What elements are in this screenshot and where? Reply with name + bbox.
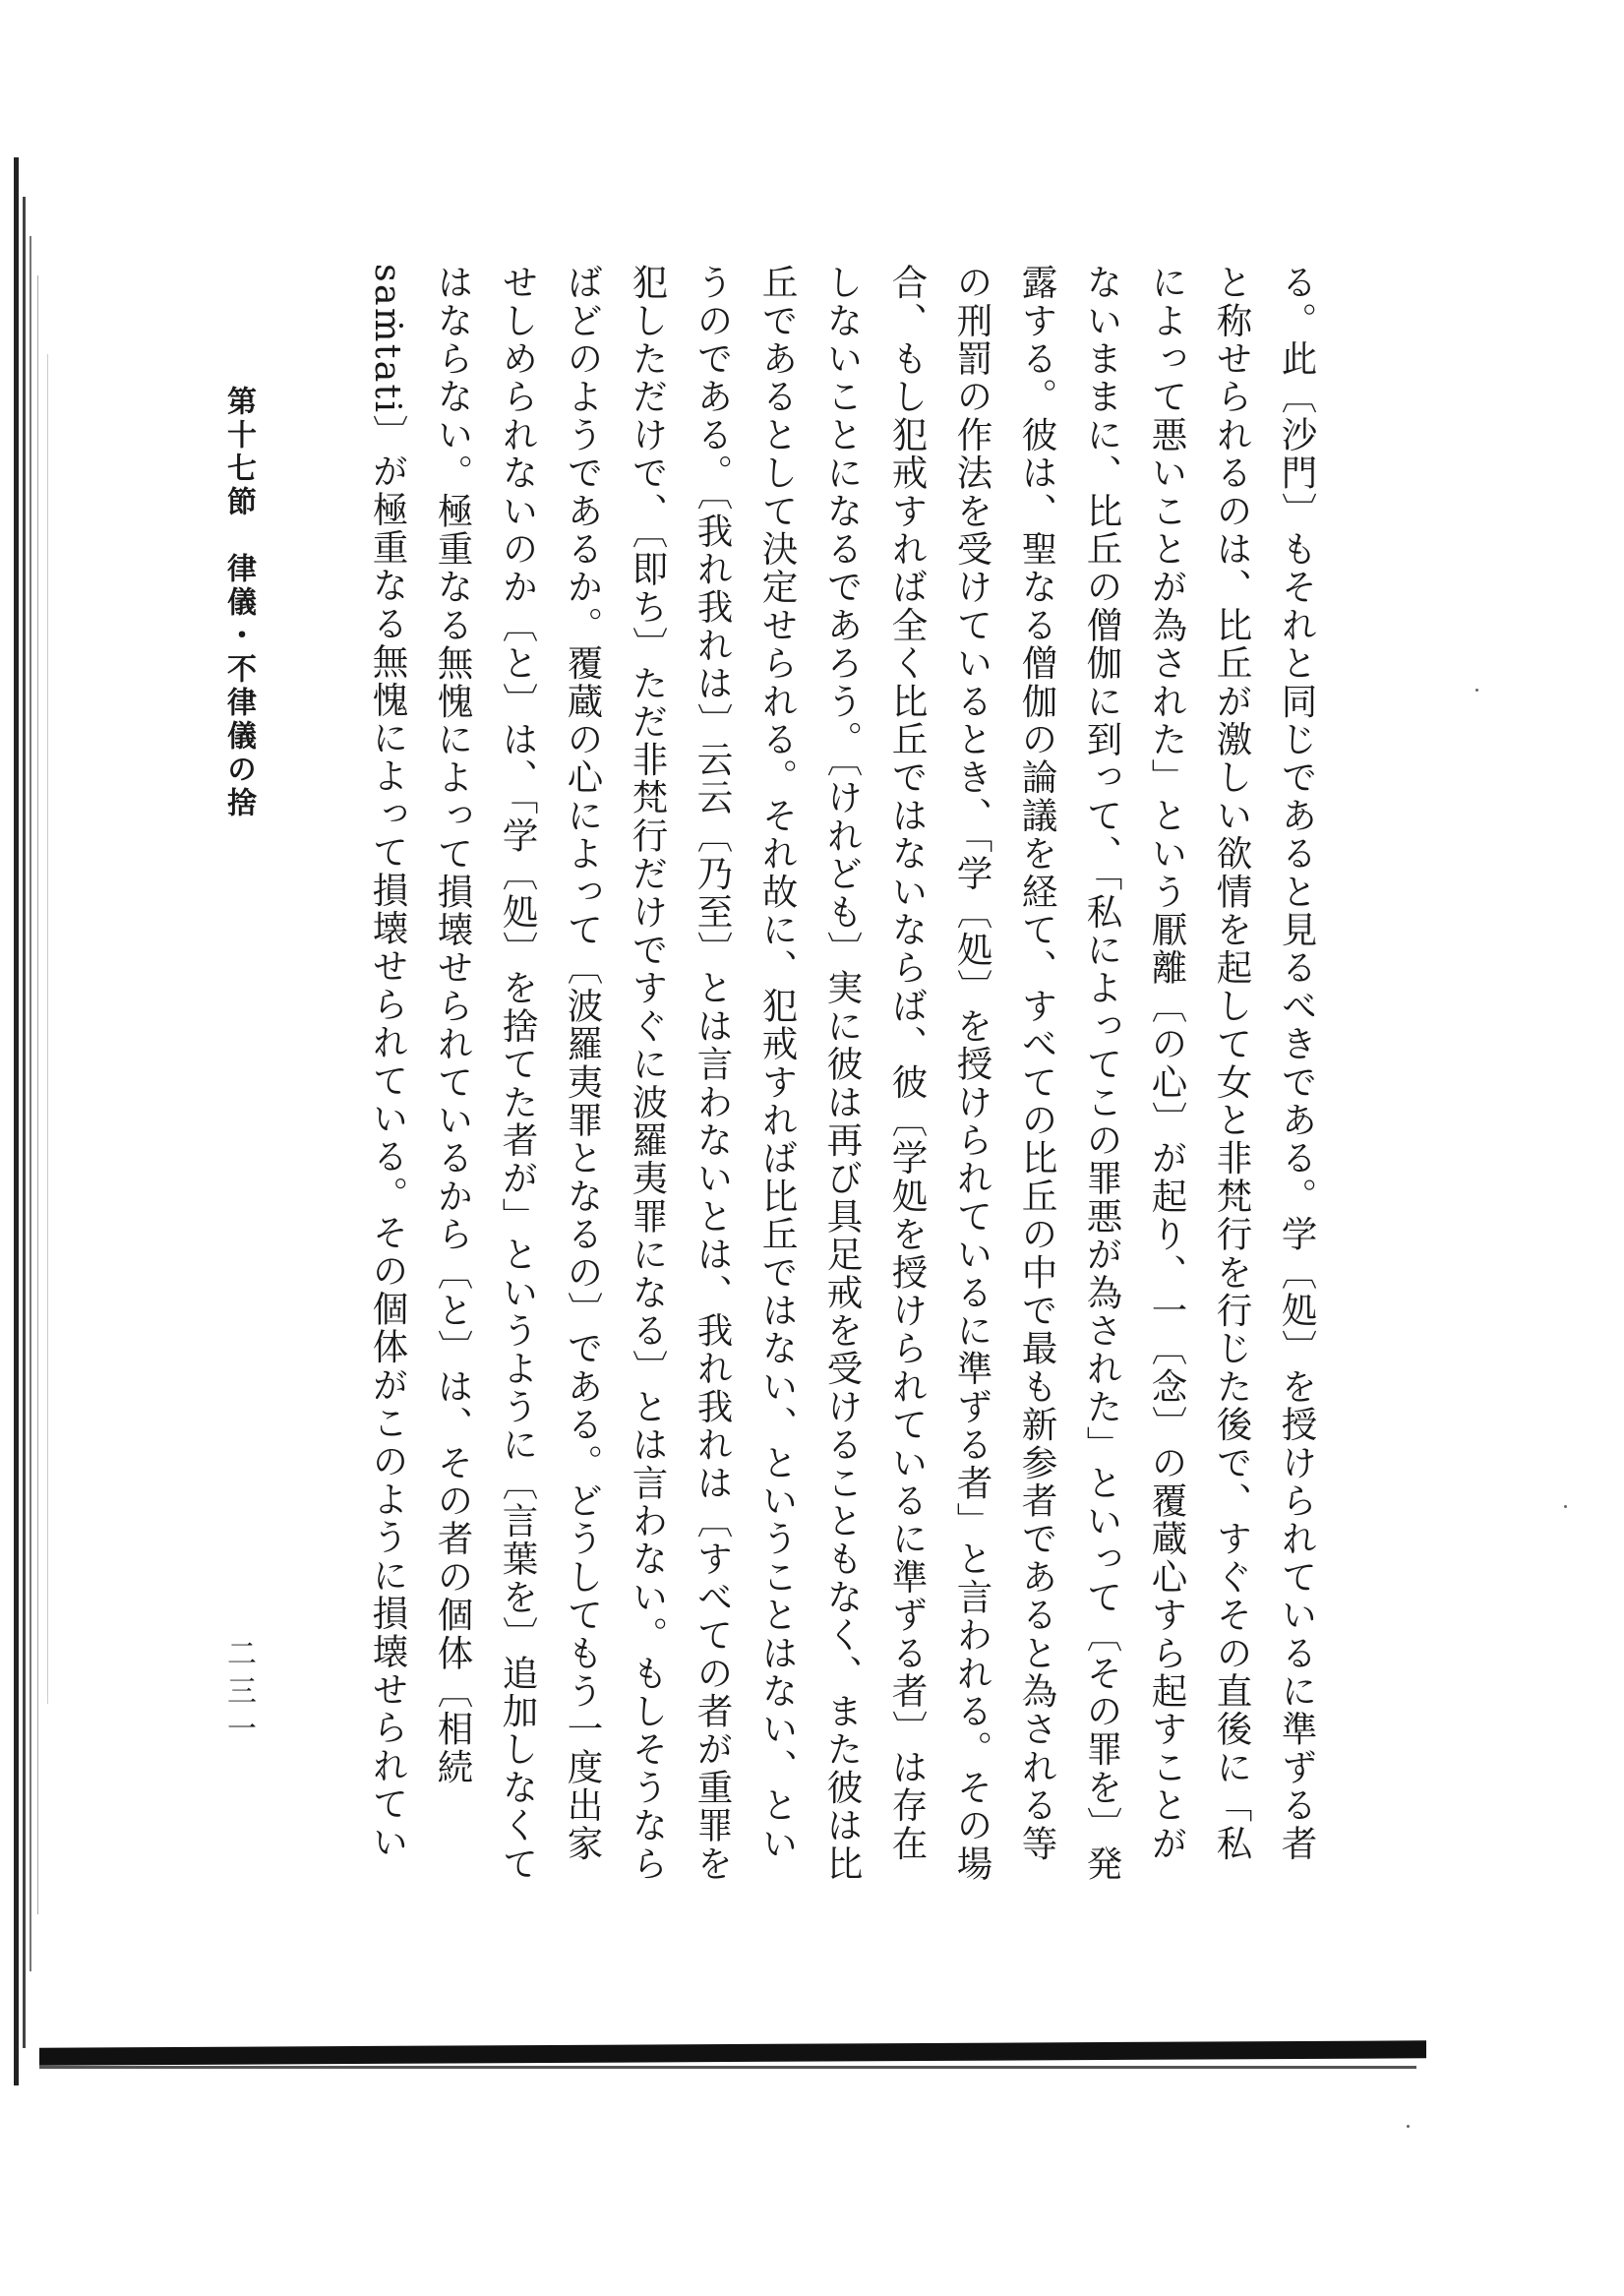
page-number: 二三一 bbox=[221, 1638, 256, 1750]
scan-bottom-line bbox=[39, 2066, 1416, 2069]
body-text bbox=[345, 264, 1329, 1897]
running-head: 第十七節 律儀・不律儀の捨 bbox=[221, 386, 256, 820]
scan-gutter-shadow bbox=[14, 157, 53, 2085]
scan-speck bbox=[1564, 1505, 1567, 1508]
scan-speck bbox=[1475, 689, 1478, 692]
scan-speck bbox=[1407, 2125, 1410, 2128]
scan-bottom-bar bbox=[39, 2040, 1426, 2065]
body-paragraph: る。此〔沙門〕もそれと同じであると見るべきである。学〔処〕を授けられているに準ずる者と称せられるのは、比丘が激しい欲情を起して女と非梵行を行じた後で、すぐその直後に「私によって悪いことが為された」という厭離〔の心〕が起り、一〔念〕の覆蔵心すら起すことがないままに、比丘の僧伽に到って、「私によってこの罪悪が為された」といって〔その罪を〕発露する。彼は、聖なる僧伽の論議を経て、すべての比丘の中で最も新参者であると為される等の刑罰の作法を受けているとき、「学〔処〕を授けられているに準ずる者」と言われる。その場合、もし犯戒すれば全く比丘ではないならば、彼〔学処を授けられているに準ずる者〕は存在しないことになるであろう。〔けれども〕実に彼は再び具足戒を受けることもなく、また彼は比丘であるとして決定せられる。それ故に、犯戒すれば比丘ではない、ということはない、というのである。〔我れ我れは〕云云〔乃至〕とは言わないとは、我れ我れは〔すべての者が重罪を犯しただけで、〔即ち〕ただ非梵行だけですぐに波羅夷罪になる〕とは言わない。もしそうならばどのようであるか。覆蔵の心によって〔波羅夷罪となるの〕である。どうしてもう一度出家せしめられないのか〔と〕は、「学〔処〕を捨てた者が」というように〔言葉を〕追加しなくてはならない。極重なる無愧によって損壊せられているから〔と〕は、その者の個体〔相続 saṁtati〕が極重なる無愧によって損壊せられている。その個体がこのように損壊せられてい bbox=[367, 264, 1318, 1883]
